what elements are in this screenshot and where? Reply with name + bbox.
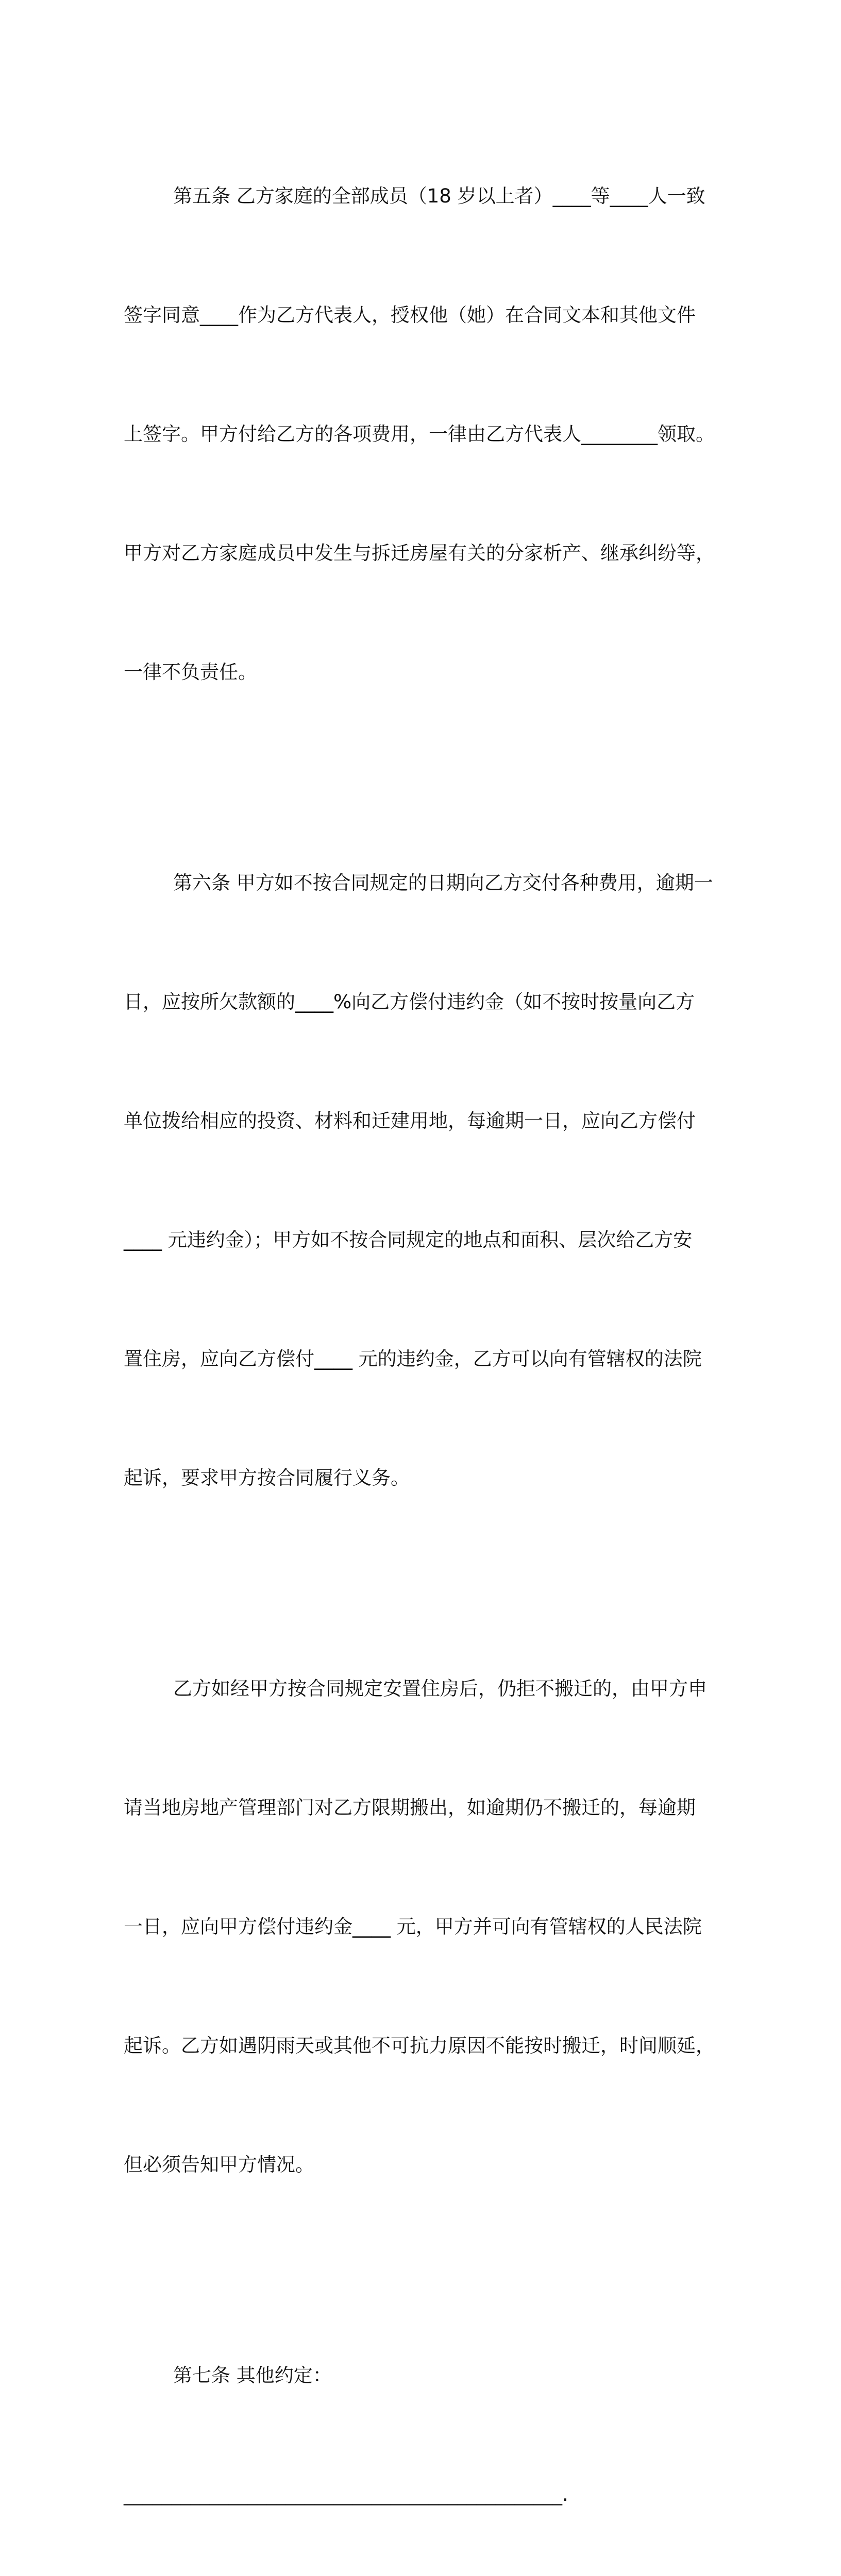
- party-b-relocation-paragraph: [124, 1589, 716, 2264]
- article-7-heading: 第七条 其他约定：: [173, 2364, 332, 2386]
- party-b-line: 但必须告知甲方情况。: [124, 2154, 314, 2176]
- article-5-line: 第五条 乙方家庭的全部成员（18 岁以上者）____等____人一致: [173, 185, 705, 207]
- article-6-line: 单位拨给相应的投资、材料和迁建用地，每逾期一日，应向乙方偿付: [124, 1110, 696, 1132]
- article-6-paragraph: [124, 784, 716, 1577]
- article-7-paragraph: [124, 2276, 716, 2576]
- article-5-line: 上签字。甲方付给乙方的各项费用，一律由乙方代表人________领取。: [124, 423, 715, 445]
- party-b-line: 起诉。乙方如遇阴雨天或其他不可抗力原因不能按时搬迁，时间顺延，: [124, 2035, 715, 2057]
- article-7-blank-line: ______________________________________________.: [124, 2483, 568, 2505]
- article-6-line: 第六条 甲方如不按合同规定的日期向乙方交付各种费用，逾期一: [173, 872, 713, 894]
- party-b-line: 一日，应向甲方偿付违约金____ 元，甲方并可向有管辖权的人民法院: [124, 1916, 702, 1938]
- article-6-line: 置住房，应向乙方偿付____ 元的违约金，乙方可以向有管辖权的法院: [124, 1348, 702, 1370]
- article-5-line: 签字同意____作为乙方代表人，授权他（她）在合同文本和其他文件: [124, 304, 696, 326]
- article-5-line: 甲方对乙方家庭成员中发生与拆迁房屋有关的分家析产、继承纠纷等，: [124, 542, 715, 564]
- article-5-line: 一律不负责任。: [124, 661, 257, 683]
- article-6-line: 起诉，要求甲方按合同履行义务。: [124, 1467, 410, 1489]
- article-6-line: 日，应按所欠款额的____%向乙方偿付违约金（如不按时按量向乙方: [124, 991, 695, 1013]
- party-b-line: 请当地房地产管理部门对乙方限期搬出，如逾期仍不搬迁的，每逾期: [124, 1797, 696, 1819]
- document-body: [124, 97, 716, 2576]
- article-5-paragraph: [124, 97, 716, 771]
- party-b-line: 乙方如经甲方按合同规定安置住房后，仍拒不搬迁的，由甲方申: [173, 1677, 707, 1700]
- article-6-line: ____ 元违约金）；甲方如不按合同规定的地点和面积、层次给乙方安: [124, 1229, 693, 1251]
